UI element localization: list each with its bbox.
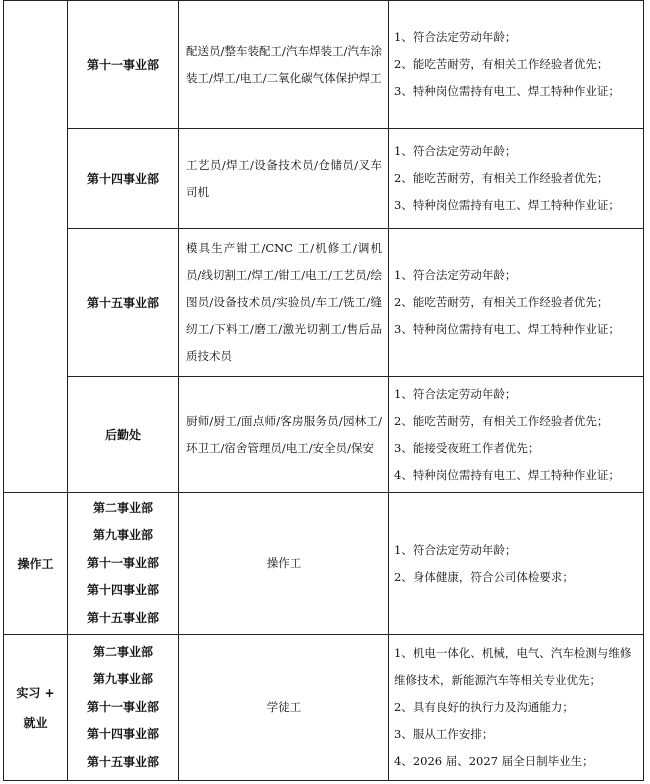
dept-item: 第十一事业部 <box>86 555 159 570</box>
requirements-cell <box>389 229 644 377</box>
requirement-line: 1、符合法定劳动年龄； <box>394 542 517 557</box>
requirement-line: 1、符合法定劳动年龄； <box>394 144 517 158</box>
requirement-line: 3、特种岗位需持有电工、焊工特种作业证； <box>394 84 620 98</box>
dept-cell: 第十一事业部 <box>68 1 179 129</box>
category-line: 就业 <box>23 715 48 730</box>
requirements-cell <box>389 493 644 635</box>
position-cell: 操作工 <box>179 493 389 635</box>
positions-cell: 工艺员/焊工/设备技术员/仓储员/叉车司机 <box>179 129 389 229</box>
requirement-line: 1、符合法定劳动年龄； <box>394 30 517 44</box>
position-cell: 学徒工 <box>179 635 389 781</box>
table-row <box>4 1 644 129</box>
requirement-line: 2、身体健康，符合公司体检要求； <box>394 569 574 584</box>
requirement-line: 3、特种岗位需持有电工、焊工特种作业证； <box>394 322 620 336</box>
requirement-line: 3、特种岗位需持有电工、焊工特种作业证； <box>394 198 620 212</box>
requirement-line: 2、能吃苦耐劳，有相关工作经验者优先； <box>394 57 609 71</box>
requirement-line: 3、服从工作安排； <box>394 727 494 741</box>
requirements-cell <box>389 635 644 781</box>
positions-cell: 配送员/整车装配工/汽车焊装工/汽车涂装工/焊工/电工/二氧化碳气体保护焊工 <box>179 1 389 129</box>
dept-item: 第九事业部 <box>92 528 153 543</box>
dept-item: 第十五事业部 <box>86 754 159 769</box>
requirements-cell <box>389 1 644 129</box>
category-cell: 操作工 <box>4 493 68 635</box>
positions-cell: 厨师/厨工/面点师/客房服务员/园林工/环卫工/宿舍管理员/电工/安全员/保安 <box>179 377 389 493</box>
requirement-line: 4、2026 届、2027 届全日制毕业生； <box>394 754 594 768</box>
table-row <box>4 377 644 493</box>
table-row <box>4 635 644 781</box>
dept-item: 第二事业部 <box>92 644 153 659</box>
requirement-line: 1、符合法定劳动年龄； <box>394 386 517 401</box>
dept-item: 第二事业部 <box>92 500 153 515</box>
dept-item: 第九事业部 <box>92 672 153 687</box>
dept-item: 第十一事业部 <box>86 699 159 714</box>
requirement-line: 1、符合法定劳动年龄； <box>394 268 517 282</box>
dept-cell: 后勤处 <box>68 377 179 493</box>
requirements-cell <box>389 377 644 493</box>
requirement-line: 1、机电一体化、机械，电气、汽车检测与维修维修技术，新能源汽车等相关专业优先； <box>394 646 632 687</box>
dept-list-cell <box>68 635 179 781</box>
dept-cell: 第十五事业部 <box>68 229 179 377</box>
positions-cell: 模具生产钳工/CNC 工/机修工/调机员/线切割工/焊工/钳工/电工/工艺员/绘图员/设备技术员/实验员/车工/铣工/缝纫工/下料工/磨工/激光切割工/售后品质技术员 <box>179 229 389 377</box>
dept-list-cell <box>68 493 179 635</box>
dept-item: 第十四事业部 <box>86 583 159 598</box>
table-row <box>4 229 644 377</box>
requirement-line: 2、能吃苦耐劳，有相关工作经验者优先； <box>394 413 609 428</box>
requirement-line: 2、能吃苦耐劳，有相关工作经验者优先； <box>394 295 609 309</box>
recruitment-table <box>3 0 644 781</box>
requirement-line: 3、能接受夜班工作者优先； <box>394 440 540 455</box>
category-line: 实习 + <box>16 685 55 700</box>
table-row <box>4 493 644 635</box>
category-cell <box>4 635 68 781</box>
dept-cell: 第十四事业部 <box>68 129 179 229</box>
dept-item: 第十四事业部 <box>86 727 159 742</box>
requirement-line: 4、特种岗位需持有电工、焊工特种作业证； <box>394 467 620 482</box>
dept-item: 第十五事业部 <box>86 610 159 625</box>
requirements-cell <box>389 129 644 229</box>
table-row <box>4 129 644 229</box>
requirement-line: 2、具有良好的执行力及沟通能力； <box>394 700 574 714</box>
category-cell-empty <box>4 1 68 493</box>
requirement-line: 2、能吃苦耐劳，有相关工作经验者优先； <box>394 171 609 185</box>
